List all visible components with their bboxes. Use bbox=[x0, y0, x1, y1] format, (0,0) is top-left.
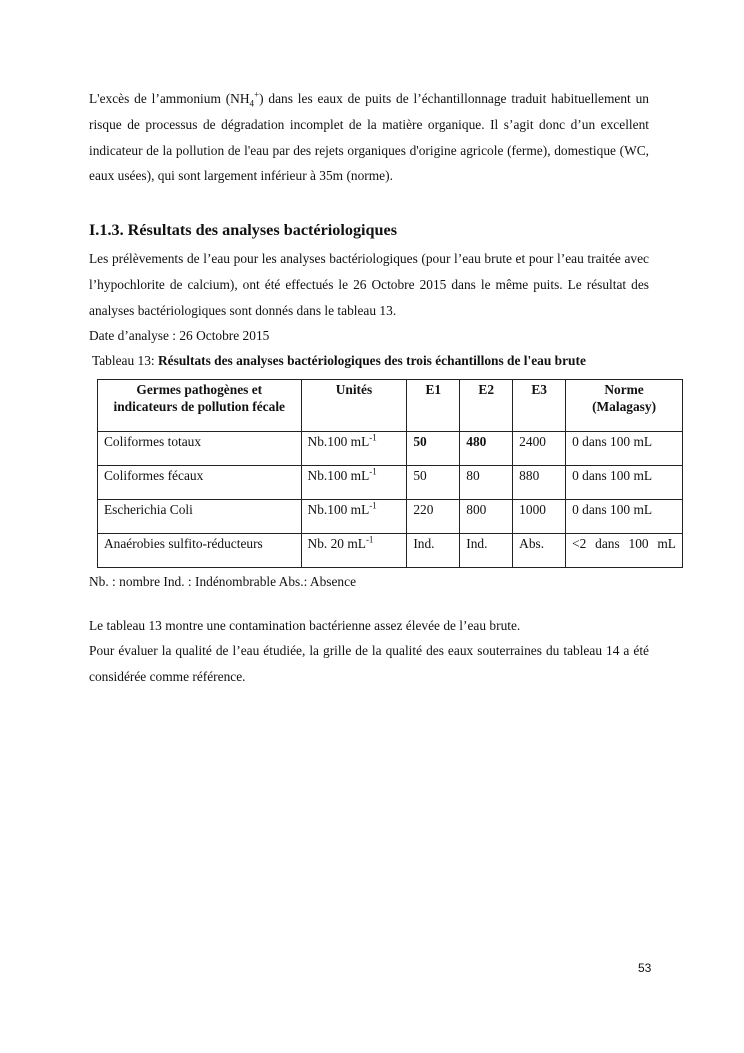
cell-unite bbox=[301, 500, 407, 534]
paragraph-ammonium bbox=[89, 86, 649, 189]
cell-unite-exponent: -1 bbox=[369, 466, 377, 477]
paragraph-ammonium-part1: L'excès de l’ammonium (NH bbox=[89, 91, 250, 106]
table-header-row bbox=[98, 380, 683, 432]
header-e3: E3 bbox=[513, 380, 566, 432]
cell-e1: Ind. bbox=[407, 534, 460, 568]
cell-unite bbox=[301, 534, 407, 568]
header-germes: Germes pathogènes et indicateurs de pollution fécale bbox=[98, 380, 302, 432]
cell-norme: 0 dans 100 mL bbox=[566, 466, 683, 500]
table-row bbox=[98, 432, 683, 466]
header-e2: E2 bbox=[460, 380, 513, 432]
cell-norme: 0 dans 100 mL bbox=[566, 500, 683, 534]
paragraph-grille: Pour évaluer la qualité de l’eau étudiée, la grille de la qualité des eaux souterraines du tableau 14 a été considérée comme référence. bbox=[89, 643, 649, 684]
cell-germe: Coliformes fécaux bbox=[98, 466, 302, 500]
cell-unite bbox=[301, 432, 407, 466]
table-footnote: Nb. : nombre Ind. : Indénombrable Abs.: Absence bbox=[89, 574, 357, 589]
paragraph-ammonium-part2: ) dans les eaux de puits de l’échantillonnage traduit habituellement un risque de processus de dégradation incomplet de la matière organique. Il s’agit donc d’un excellent indicateur de la pollution de l'eau par des rejets organiques d'origine agricole (ferme), domestique (WC, eaux usées), qui sont largement inférieur à 35m (norme). bbox=[89, 91, 649, 184]
table-caption bbox=[92, 350, 586, 372]
section-heading: I.1.3. Résultats des analyses bactériologiques bbox=[89, 221, 398, 239]
table-row bbox=[98, 466, 683, 500]
cell-e1: 50 bbox=[407, 432, 460, 466]
cell-e3: Abs. bbox=[513, 534, 566, 568]
cell-e1: 220 bbox=[407, 500, 460, 534]
ammonium-superscript: + bbox=[254, 89, 260, 100]
header-norme: Norme (Malagasy) bbox=[566, 380, 683, 432]
header-unites: Unités bbox=[301, 380, 407, 432]
table-caption-prefix: Tableau 13: bbox=[92, 353, 158, 368]
header-e1: E1 bbox=[407, 380, 460, 432]
cell-unite-exponent: -1 bbox=[369, 432, 377, 443]
cell-unite-text: Nb.100 mL bbox=[307, 468, 370, 483]
cell-e2: 800 bbox=[460, 500, 513, 534]
results-table bbox=[97, 379, 683, 568]
paragraph-contamination: Le tableau 13 montre une contamination bactérienne assez élevée de l’eau brute. bbox=[89, 618, 521, 633]
cell-germe: Escherichia Coli bbox=[98, 500, 302, 534]
cell-germe: Coliformes totaux bbox=[98, 432, 302, 466]
cell-unite-text: Nb.100 mL bbox=[307, 502, 370, 517]
cell-germe: Anaérobies sulfito-réducteurs bbox=[98, 534, 302, 568]
paragraph-prelevements: Les prélèvements de l’eau pour les analyses bactériologiques (pour l’eau brute et pour l’eau traitée avec l’hypochlorite de calcium), ont été effectués le 26 Octobre 2015 dans le même puits. Le résultat des analyses bactériologiques sont donnés dans le tableau 13. bbox=[89, 251, 649, 318]
cell-e1: 50 bbox=[407, 466, 460, 500]
cell-e3: 1000 bbox=[513, 500, 566, 534]
cell-e2: Ind. bbox=[460, 534, 513, 568]
cell-unite-text: Nb. 20 mL bbox=[307, 536, 366, 551]
analysis-date: Date d’analyse : 26 Octobre 2015 bbox=[89, 328, 270, 343]
table-row bbox=[98, 500, 683, 534]
cell-norme: <2 dans 100 mL bbox=[566, 534, 683, 568]
cell-norme: 0 dans 100 mL bbox=[566, 432, 683, 466]
cell-unite-exponent: -1 bbox=[369, 500, 377, 511]
cell-unite bbox=[301, 466, 407, 500]
cell-e2: 480 bbox=[460, 432, 513, 466]
cell-unite-exponent: -1 bbox=[365, 534, 374, 545]
ammonium-subscript: 4 bbox=[249, 98, 255, 109]
page-number: 53 bbox=[638, 961, 652, 975]
cell-unite-text: Nb.100 mL bbox=[307, 434, 370, 449]
cell-e2: 80 bbox=[460, 466, 513, 500]
table-row bbox=[98, 534, 683, 568]
cell-e3: 880 bbox=[513, 466, 566, 500]
cell-e3: 2400 bbox=[513, 432, 566, 466]
table-caption-title: Résultats des analyses bactériologiques des trois échantillons de l'eau brute bbox=[158, 353, 586, 368]
